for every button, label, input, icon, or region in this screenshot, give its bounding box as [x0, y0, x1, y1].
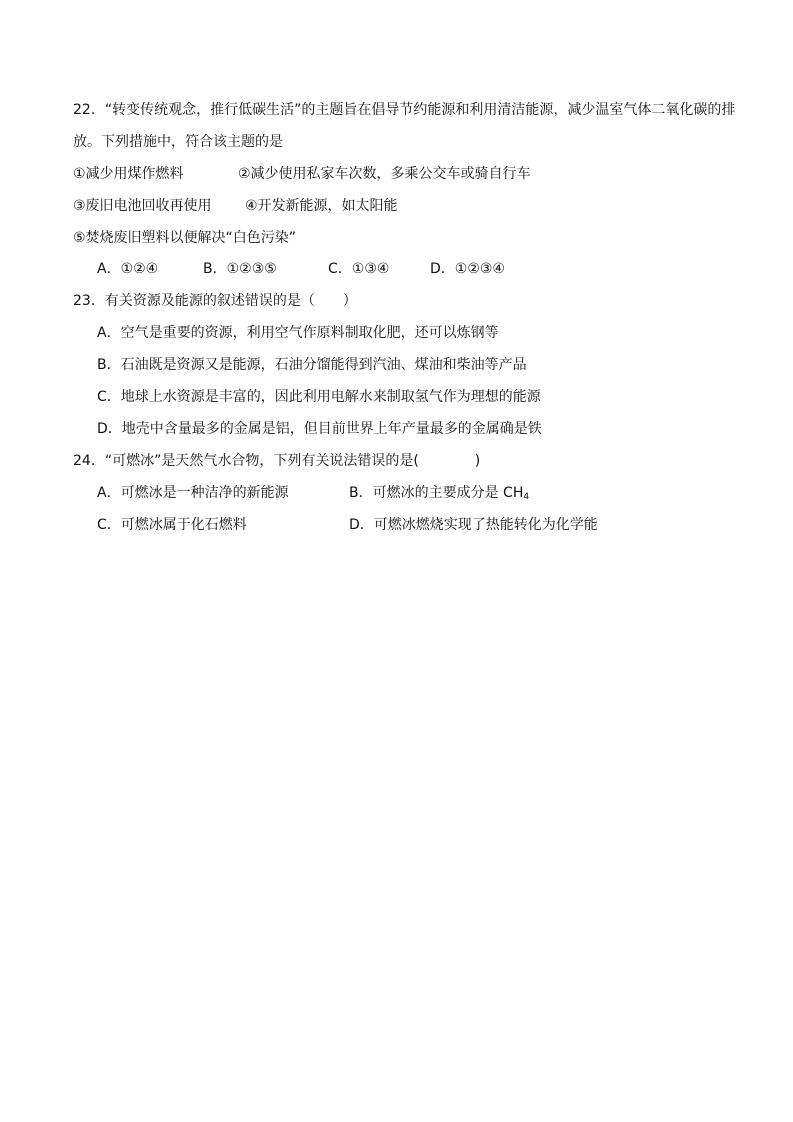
q22-stem-line2: 放。下列措施中，符合该主题的是 [73, 134, 283, 150]
q22-option-d: D．①②③④ [430, 261, 505, 277]
q24-option-d: D．可燃冰燃烧实现了热能转化为化学能 [349, 517, 598, 533]
q22-item-2: ②减少使用私家车次数，多乘公交车或骑自行车 [238, 166, 531, 182]
q24-option-b [349, 484, 529, 502]
q22-stem-line1: 22．“转变传统观念，推行低碳生活”的主题旨在倡导节约能源和利用清洁能源，减少温室气体二氧化碳的排 [73, 102, 736, 118]
q24-option-a: A．可燃冰是一种洁净的新能源 [97, 485, 289, 501]
q22-item-4: ④开发新能源，如太阳能 [245, 198, 398, 214]
q22-option-a: A．①②④ [97, 261, 159, 277]
q23-option-a: A．空气是重要的资源，利用空气作原料制取化肥，还可以炼钢等 [97, 325, 499, 341]
q23-option-c: C．地球上水资源是丰富的，因此利用电解水来制取氢气作为理想的能源 [97, 389, 541, 405]
q24-option-c: C．可燃冰属于化石燃料 [97, 517, 247, 533]
q23-stem: 23．有关资源及能源的叙述错误的是（ ） [73, 293, 357, 309]
q24-option-b-text: B．可燃冰的主要成分是 CH [349, 485, 524, 501]
q22-item-3: ③废旧电池回收再使用 [73, 198, 212, 214]
q22-option-b: B．①②③⑤ [203, 261, 277, 277]
q22-option-c: C．①③④ [328, 261, 390, 277]
q22-item-1: ①减少用煤作燃料 [73, 166, 184, 182]
q24-stem: 24．“可燃冰”是天然气水合物，下列有关说法错误的是( ) [73, 453, 481, 469]
q23-option-d: D．地壳中含量最多的金属是铝，但目前世界上年产量最多的金属确是铁 [97, 421, 542, 437]
q22-item-5: ⑤焚烧废旧塑料以便解决“白色污染” [73, 230, 297, 246]
q23-option-b: B．石油既是资源又是能源，石油分馏能得到汽油、煤油和柴油等产品 [97, 357, 527, 373]
q24-option-b-subscript: 4 [523, 492, 530, 502]
